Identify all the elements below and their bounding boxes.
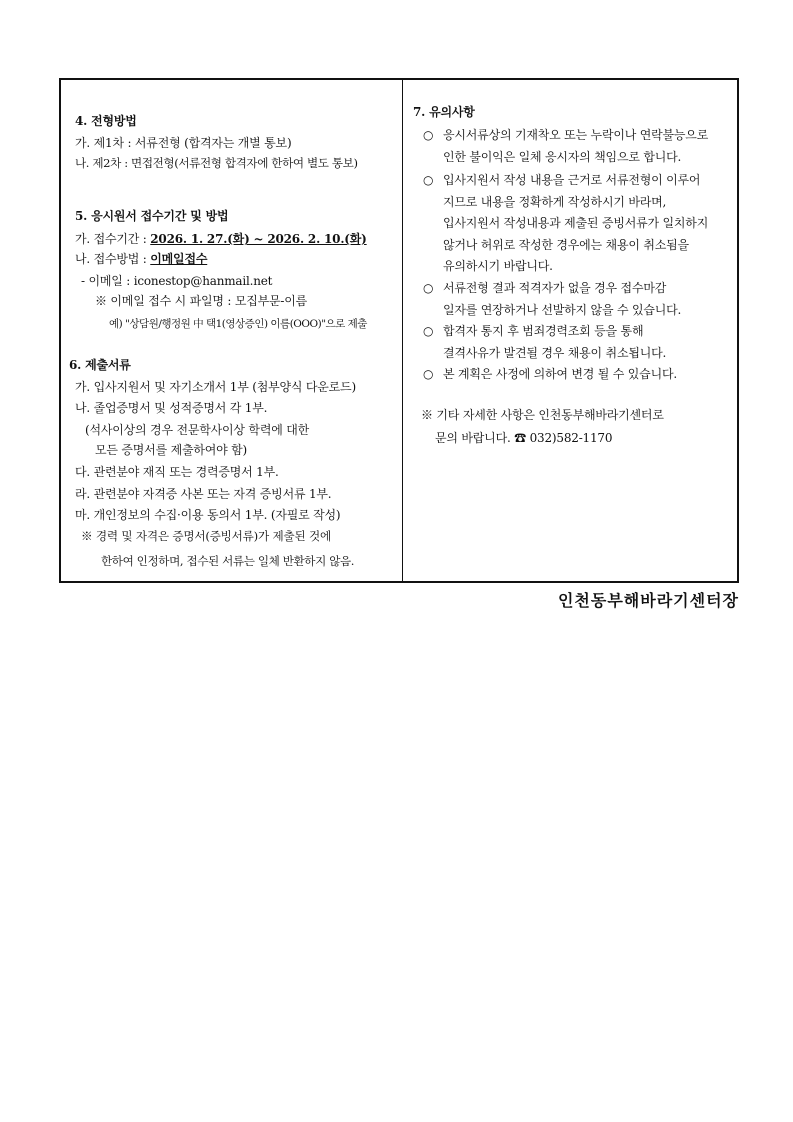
contact-note-line-1: ※ 기타 자세한 사항은 인천동부해바라기센터로 — [421, 408, 664, 422]
bullet-circle-icon: ○ — [423, 173, 434, 187]
section-5-item-a — [75, 231, 367, 247]
notice-2-line-3: 입사지원서 작성내용과 제출된 증빙서류가 일치하지 — [443, 216, 709, 230]
email-address[interactable]: iconestop@hanmail.net — [133, 274, 273, 288]
section-6-note-2: 한하여 인정하며, 접수된 서류는 일체 반환하지 않음. — [101, 554, 355, 568]
bullet-circle-icon: ○ — [423, 367, 434, 381]
notice-5-line-1: 본 계획은 사정에 의하여 변경 될 수 있습니다. — [443, 367, 677, 381]
period-label: 가. 접수기간 : — [75, 232, 151, 246]
period-value: 2026. 1. 27.(화) ~ 2026. 2. 10.(화) — [150, 232, 367, 246]
notice-4-line-2: 결격사유가 발견될 경우 채용이 취소됩니다. — [443, 346, 667, 360]
section-6-item-c: 다. 관련분야 재직 또는 경력증명서 1부. — [75, 465, 279, 479]
notice-1-line-1: 응시서류상의 기재착오 또는 누락이나 연락불능으로 — [443, 128, 709, 142]
section-5-item-b — [75, 251, 207, 267]
left-column — [61, 80, 403, 581]
email-line — [81, 273, 272, 289]
email-label: - 이메일 : — [81, 274, 134, 288]
section-6-item-b-note-2: 모든 증명서를 제출하여야 함) — [95, 443, 248, 457]
notice-2-line-1: 입사지원서 작성 내용을 근거로 서류전형이 이루어 — [443, 173, 701, 187]
notice-1-line-2: 인한 불이익은 일체 응시자의 책임으로 합니다. — [443, 150, 682, 164]
section-6-item-b: 나. 졸업증명서 및 성적증명서 각 1부. — [75, 401, 268, 415]
notice-3-line-1: 서류전형 결과 적격자가 없을 경우 접수마감 — [443, 281, 667, 295]
notice-2-line-4: 않거나 허위로 작성한 경우에는 채용이 취소됨을 — [443, 238, 689, 252]
notice-2-line-5: 유의하시기 바랍니다. — [443, 259, 553, 273]
filename-example: 예) "상담원/행정원 中 택1(영상증인) 이름(OOO)"으로 제출 — [109, 318, 367, 330]
right-column — [403, 80, 737, 581]
section-6-title: 6. 제출서류 — [69, 358, 131, 372]
bullet-circle-icon: ○ — [423, 128, 434, 142]
method-value: 이메일접수 — [150, 252, 208, 266]
notice-4-line-1: 합격자 통지 후 범죄경력조회 등을 통해 — [443, 324, 644, 338]
notice-table — [59, 78, 739, 583]
section-4-item-b: 나. 제2차 : 면접전형(서류전형 합격자에 한하여 별도 통보) — [75, 156, 358, 170]
section-5-title: 5. 응시원서 접수기간 및 방법 — [75, 209, 229, 223]
bullet-circle-icon: ○ — [423, 324, 434, 338]
section-7-title: 7. 유의사항 — [413, 105, 475, 119]
section-6-item-b-note-1: (석사이상의 경우 전문학사이상 학력에 대한 — [85, 423, 309, 437]
section-4-title: 4. 전형방법 — [75, 114, 137, 128]
section-6-item-d: 라. 관련분야 자격증 사본 또는 자격 증빙서류 1부. — [75, 487, 332, 501]
section-6-note-1: ※ 경력 및 자격은 증명서(증빙서류)가 제출된 것에 — [81, 529, 331, 543]
notice-2-line-2: 지므로 내용을 정확하게 작성하시기 바라며, — [443, 195, 667, 209]
issuer-signature: 인천동부해바라기센터장 — [557, 591, 739, 610]
contact-note-line-2: 문의 바랍니다. ☎ 032)582-1170 — [435, 431, 613, 445]
notice-3-line-2: 일자를 연장하거나 선발하지 않을 수 있습니다. — [443, 303, 682, 317]
section-4-item-a: 가. 제1차 : 서류전형 (합격자는 개별 통보) — [75, 136, 292, 150]
section-6-item-a: 가. 입사지원서 및 자기소개서 1부 (첨부양식 다운로드) — [75, 380, 356, 394]
bullet-circle-icon: ○ — [423, 281, 434, 295]
method-label: 나. 접수방법 : — [75, 252, 151, 266]
section-6-item-e: 마. 개인정보의 수집·이용 동의서 1부. (자필로 작성) — [75, 508, 341, 522]
filename-note: ※ 이메일 접수 시 파일명 : 모집부문-이름 — [95, 294, 308, 308]
